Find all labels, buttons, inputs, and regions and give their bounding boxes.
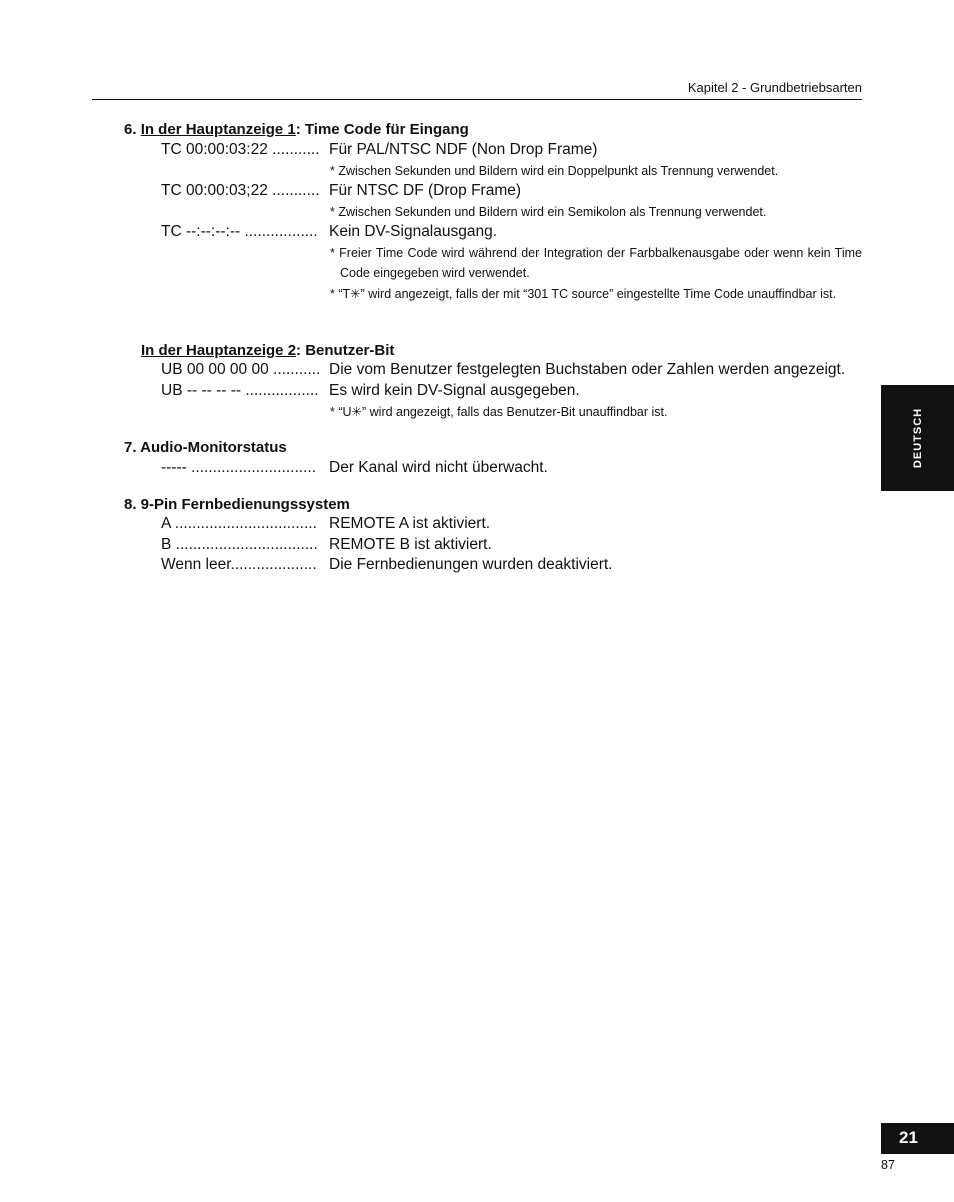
row-key: B .................................: [161, 536, 318, 553]
header-rule: [92, 99, 862, 100]
row-key: TC 00:00:03:22 ...........: [161, 141, 320, 158]
section-6-underlined: In der Hauptanzeige 1: [140, 121, 296, 138]
section-8-heading: 8. 9-Pin Fernbedienungssystem: [124, 496, 350, 513]
footnote: * Zwischen Sekunden und Bildern wird ein Doppelpunkt als Trennung verwendet.: [330, 164, 779, 178]
row-value: Für PAL/NTSC NDF (Non Drop Frame): [329, 141, 598, 158]
section-6b-heading: [141, 342, 394, 359]
section-6b-title-rest: : Benutzer-Bit: [296, 342, 395, 359]
row-value: Kein DV-Signalausgang.: [329, 223, 498, 240]
row-key: TC 00:00:03;22 ...........: [161, 182, 320, 199]
section-6-heading: [124, 121, 469, 138]
page-number-box: [881, 1123, 954, 1154]
footnote: * Freier Time Code wird während der Integration der Farbbalkenausgabe oder wenn kein Time Code eingegeben wird verwendet.: [330, 246, 862, 280]
row-key: Wenn leer....................: [161, 556, 317, 573]
language-tab: [881, 385, 954, 491]
footnote: * “T✳” wird angezeigt, falls der mit “301 TC source” eingestellte Time Code unauffindbar ist.: [330, 287, 837, 301]
section-7-heading: 7. Audio-Monitorstatus: [124, 439, 287, 456]
row-key: ----- .............................: [161, 459, 316, 476]
footnote: * Zwischen Sekunden und Bildern wird ein Semikolon als Trennung verwendet.: [330, 205, 767, 219]
row-value: REMOTE B ist aktiviert.: [329, 536, 492, 553]
row-key: A .................................: [161, 515, 317, 532]
row-key: TC --:--:--:-- .................: [161, 223, 318, 240]
row-value: Die vom Benutzer festgelegten Buchstaben oder Zahlen werden angezeigt.: [329, 361, 846, 378]
sub-page-number: 87: [881, 1158, 895, 1172]
row-value: Für NTSC DF (Drop Frame): [329, 182, 522, 199]
footnote: * “U✳” wird angezeigt, falls das Benutzer-Bit unauffindbar ist.: [330, 405, 668, 419]
row-value: Der Kanal wird nicht überwacht.: [329, 459, 548, 476]
row-value: Die Fernbedienungen wurden deaktiviert.: [329, 556, 613, 573]
section-6-title-rest: : Time Code für Eingang: [295, 121, 469, 138]
chapter-header: Kapitel 2 - Grundbetriebsarten: [687, 80, 862, 95]
row-value: Es wird kein DV-Signal ausgegeben.: [329, 382, 580, 399]
row-key: UB -- -- -- -- .................: [161, 382, 319, 399]
language-tab-label: DEUTSCH: [911, 407, 924, 469]
section-6b-underlined: In der Hauptanzeige 2: [141, 342, 297, 359]
page-number: 21: [899, 1128, 918, 1147]
row-key: UB 00 00 00 00 ...........: [161, 361, 321, 378]
row-value: REMOTE A ist aktiviert.: [329, 515, 491, 532]
section-6-number: 6.: [124, 121, 141, 138]
